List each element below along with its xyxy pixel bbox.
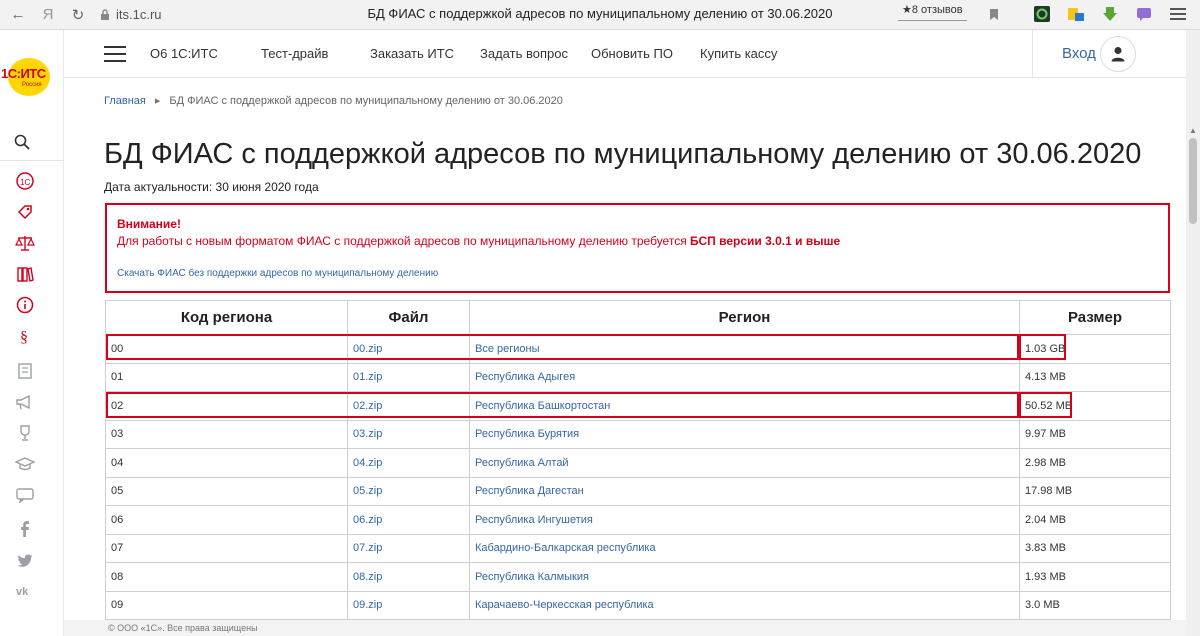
cell-region-link[interactable]: Республика Адыгея <box>470 363 1020 392</box>
highlight-size-00 <box>1017 334 1066 360</box>
highlight-size-02 <box>1017 392 1072 418</box>
header-file: Файл <box>348 301 470 335</box>
logo-subtext: Россия <box>22 82 42 88</box>
bookmark-icon[interactable] <box>984 4 1004 24</box>
cell-file-link[interactable]: 01.zip <box>348 363 470 392</box>
table-row <box>106 449 1171 478</box>
trophy-icon[interactable] <box>14 422 36 444</box>
nav-item-about[interactable]: О6 1С:ИТС <box>150 46 218 61</box>
cell-size: 3.83 MB <box>1020 534 1171 563</box>
cell-file-link[interactable]: 09.zip <box>348 591 470 620</box>
table-row <box>106 563 1171 592</box>
url-text[interactable]: its.1c.ru <box>116 7 162 22</box>
cell-region-link[interactable]: Карачаево-Черкесская республика <box>470 591 1020 620</box>
breadcrumb <box>104 94 563 107</box>
table-row <box>106 506 1171 535</box>
graduation-cap-icon[interactable] <box>14 453 36 475</box>
cell-file-link[interactable]: 03.zip <box>348 420 470 449</box>
cell-file-link[interactable]: 06.zip <box>348 506 470 535</box>
lock-icon <box>98 8 112 22</box>
nav-item-order-its[interactable]: Заказать ИТС <box>370 46 455 61</box>
vk-icon[interactable] <box>14 580 36 602</box>
svg-text:§: § <box>20 329 28 345</box>
sidebar-divider <box>0 160 64 161</box>
warning-text-main: Для работы с новым форматом ФИАС с поддержкой адресов по муниципальному делению требуется <box>117 234 691 248</box>
page-scrollbar[interactable] <box>1186 30 1200 636</box>
top-navigation <box>64 30 1186 78</box>
megaphone-icon[interactable] <box>14 391 36 413</box>
nav-item-buy-register[interactable]: Купить кассу <box>700 46 778 61</box>
chat-extension-icon[interactable] <box>1134 4 1154 24</box>
cell-code: 06 <box>106 506 348 535</box>
logo-text: 1С:ИТС <box>1 66 46 81</box>
cell-size: 2.04 MB <box>1020 506 1171 535</box>
reviews-badge[interactable] <box>898 3 967 21</box>
svg-text:1C: 1C <box>20 178 31 187</box>
warning-text <box>117 234 840 248</box>
highlight-row-02 <box>106 392 1021 418</box>
cell-region-link[interactable]: Все регионы <box>470 335 1020 364</box>
table-row <box>106 477 1171 506</box>
reload-icon[interactable]: ↻ <box>71 6 85 24</box>
breadcrumb-current: БД ФИАС с поддержкой адресов по муниципальному делению от 30.06.2020 <box>169 95 563 107</box>
actuality-date: Дата актуальности: 30 июня 2020 года <box>104 180 319 194</box>
scroll-thumb[interactable] <box>1189 138 1197 224</box>
cell-code: 03 <box>106 420 348 449</box>
cell-code: 01 <box>106 363 348 392</box>
footer-copyright: © ООО «1С». Все права защищены <box>108 623 258 633</box>
header-region: Регион <box>470 301 1020 335</box>
nav-item-test-drive[interactable]: Тест-драйв <box>261 46 329 61</box>
cell-size: 4.13 MB <box>1020 363 1171 392</box>
twitter-icon[interactable] <box>14 550 36 572</box>
warning-box <box>105 203 1170 293</box>
cell-code: 09 <box>106 591 348 620</box>
cell-size: 2.98 MB <box>1020 449 1171 478</box>
cell-code: 07 <box>106 534 348 563</box>
header-region-code: Код региона <box>106 301 348 335</box>
scroll-up-icon[interactable]: ▲ <box>1189 126 1197 135</box>
cell-size: 1.03 GB <box>1020 335 1171 364</box>
header-size: Размер <box>1020 301 1171 335</box>
cell-file-link[interactable]: 07.zip <box>348 534 470 563</box>
browser-menu-icon[interactable] <box>1168 4 1188 24</box>
cell-region-link[interactable]: Республика Ингушетия <box>470 506 1020 535</box>
footer <box>64 620 1186 636</box>
table-row <box>106 591 1171 620</box>
cell-region-link[interactable]: Республика Бурятия <box>470 420 1020 449</box>
tab-title: БД ФИАС с поддержкой адресов по муниципальному делению от 30.06.2020 <box>367 6 833 21</box>
left-sidebar <box>0 30 64 636</box>
svg-text:vk: vk <box>16 586 29 597</box>
page-title: БД ФИАС с поддержкой адресов по муниципальному делению от 30.06.2020 <box>104 138 1142 170</box>
cell-region-link[interactable]: Республика Калмыкия <box>470 563 1020 592</box>
extension-green-icon[interactable] <box>1032 4 1052 24</box>
cell-file-link[interactable]: 08.zip <box>348 563 470 592</box>
search-icon[interactable] <box>12 132 32 152</box>
cell-file-link[interactable]: 00.zip <box>348 335 470 364</box>
cell-size: 1.93 MB <box>1020 563 1171 592</box>
nav-item-ask-question[interactable]: Задать вопрос <box>480 46 568 61</box>
cell-region-link[interactable]: Кабардино-Балкарская республика <box>470 534 1020 563</box>
cell-code: 04 <box>106 449 348 478</box>
chat-icon[interactable] <box>14 484 36 506</box>
address-bar[interactable] <box>98 4 162 26</box>
cell-file-link[interactable]: 02.zip <box>348 392 470 421</box>
download-icon[interactable] <box>1100 4 1120 24</box>
cell-code: 05 <box>106 477 348 506</box>
warning-title: Внимание! <box>117 217 181 231</box>
table-row <box>106 534 1171 563</box>
paragraph-icon[interactable] <box>14 325 36 347</box>
its-logo[interactable] <box>0 50 60 102</box>
tags-icon[interactable] <box>14 201 36 223</box>
cell-size: 17.98 MB <box>1020 477 1171 506</box>
back-icon[interactable]: ← <box>10 6 26 23</box>
login-link[interactable]: Вход <box>1062 45 1096 62</box>
user-avatar-icon[interactable] <box>1100 36 1136 72</box>
table-row <box>106 363 1171 392</box>
browser-toolbar <box>0 0 1200 30</box>
warning-text-bold: БСП версии 3.0.1 и выше <box>690 234 841 248</box>
star-icon: ★ <box>902 4 912 16</box>
breadcrumb-home[interactable]: Главная <box>104 95 146 107</box>
cell-size: 50.52 MB <box>1020 392 1171 421</box>
breadcrumb-chevron-icon: ▸ <box>154 95 161 107</box>
table-header-row <box>106 301 1171 335</box>
cell-code: 08 <box>106 563 348 592</box>
cell-size: 9.97 MB <box>1020 420 1171 449</box>
facebook-icon[interactable] <box>14 518 36 540</box>
scales-icon[interactable] <box>14 232 36 254</box>
info-icon[interactable] <box>14 294 36 316</box>
books-icon[interactable] <box>14 263 36 285</box>
hamburger-menu-icon[interactable] <box>104 46 126 62</box>
cell-region-link[interactable]: Республика Дагестан <box>470 477 1020 506</box>
yandex-icon[interactable]: Я <box>42 6 54 23</box>
cell-file-link[interactable]: 05.zip <box>348 477 470 506</box>
cell-file-link[interactable]: 04.zip <box>348 449 470 478</box>
1c-icon[interactable] <box>14 170 36 192</box>
cell-code: 00 <box>106 335 348 364</box>
extension-yellow-icon[interactable] <box>1066 4 1086 24</box>
cell-size: 3.0 MB <box>1020 591 1171 620</box>
nav-item-update-software[interactable]: Обновить ПО <box>591 46 673 61</box>
highlight-row-00 <box>106 334 1021 360</box>
table-row <box>106 420 1171 449</box>
cell-region-link[interactable]: Республика Башкортостан <box>470 392 1020 421</box>
login-separator <box>1032 30 1033 78</box>
document-icon[interactable] <box>14 360 36 382</box>
reviews-text: 8 отзывов <box>911 4 963 16</box>
download-without-municipal-link[interactable]: Скачать ФИАС без поддержки адресов по муниципальному делению <box>117 268 439 279</box>
cell-region-link[interactable]: Республика Алтай <box>470 449 1020 478</box>
cell-code: 02 <box>106 392 348 421</box>
